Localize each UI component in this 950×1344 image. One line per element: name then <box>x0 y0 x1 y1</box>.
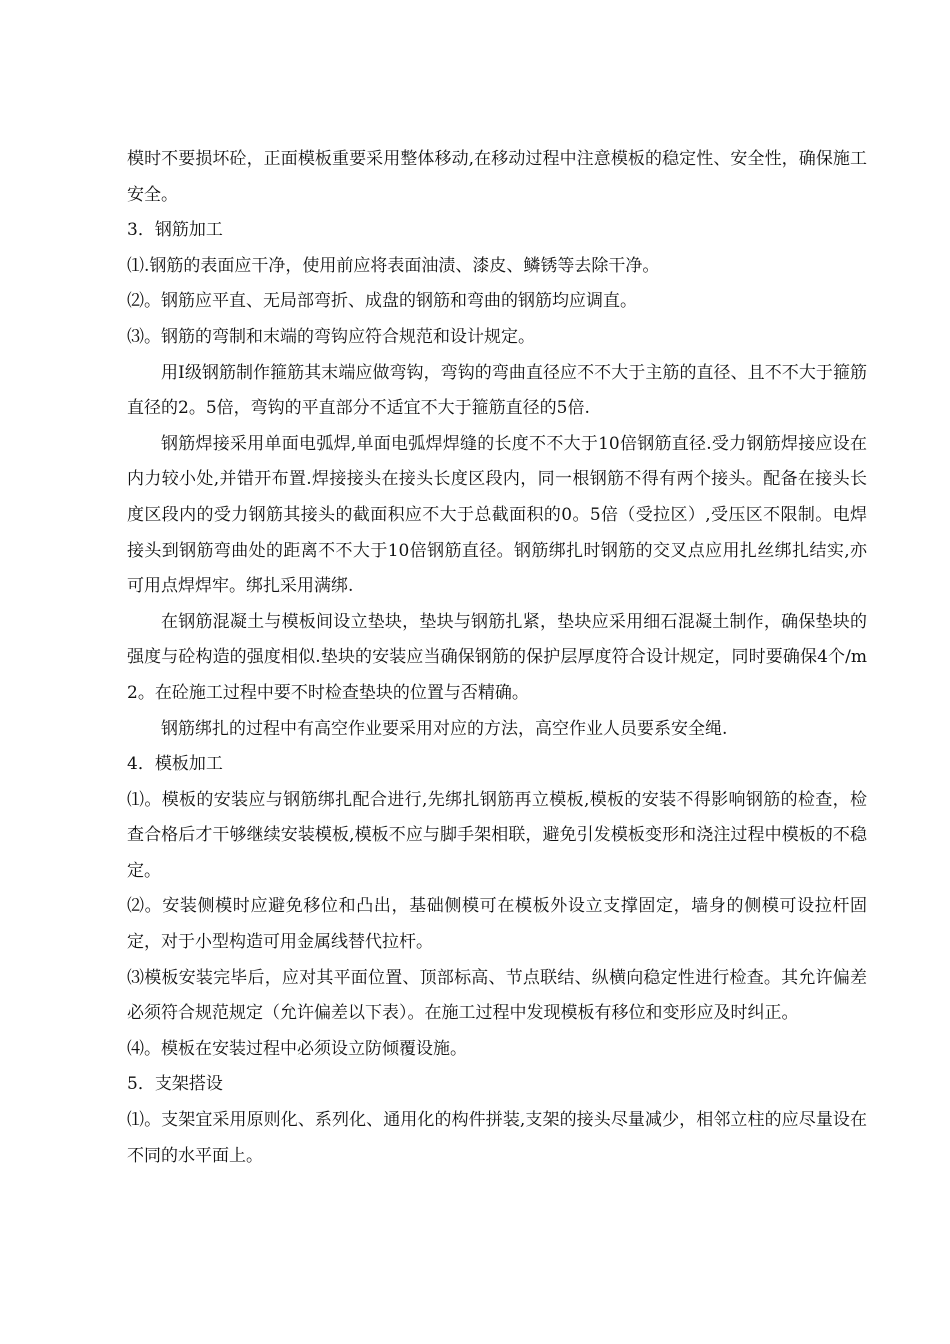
list-item-rebar-straightening: ⑵。钢筋应平直、无局部弯折、成盘的钢筋和弯曲的钢筋均应调直。 <box>127 291 637 312</box>
section-heading-rebar-processing: 3．钢筋加工 <box>127 220 223 241</box>
list-item-anti-overturning: ⑷。模板在安装过程中必须设立防倾覆设施。 <box>127 1038 467 1059</box>
list-item-side-forms: ⑵。安装侧模时应避免移位和凸出，基础侧模可在模板外设立支撑固定，墙身的侧模可设拉杆固定，对于小型构造可用金属线替代拉杆。 <box>127 896 867 953</box>
section-heading-scaffold-erection: 5．支架搭设 <box>127 1074 223 1095</box>
paragraph-continuation: 模时不要损坏砼，正面模板重要采用整体移动,在移动过程中注意模板的稳定性、安全性，确保施工安全。 <box>127 149 867 205</box>
list-item-rebar-bending: ⑶。钢筋的弯制和末端的弯钩应符合规范和设计规定。 <box>127 326 535 347</box>
section-heading-formwork-processing: 4．模板加工 <box>127 754 223 775</box>
list-item-formwork-installation: ⑴。模板的安装应与钢筋绑扎配合进行,先绑扎钢筋再立模板,模板的安装不得影响钢筋的检查，检查合格后才干够继续安装模板,模板不应与脚手架相联，避免引发模板变形和浇注过程中模板的不稳定。 <box>127 789 867 881</box>
paragraph-rebar-welding: 钢筋焊接采用单面电弧焊,单面电弧焊焊缝的长度不不大于10倍钢筋直径.受力钢筋焊接应设在内力较小处,并错开布置.焊接接头在接头长度区段内，同一根钢筋不得有两个接头。配备在接头长度区段内的受力钢筋其接头的截面积应不大于总截面积的0。5倍（受拉区）,受压区不限制。电焊接头到钢筋弯曲处的距离不不大于10倍钢筋直径。钢筋绑扎时钢筋的交叉点应用扎丝绑扎结实,亦可用点焊焊牢。绑扎采用满绑. <box>127 433 867 597</box>
paragraph-high-altitude-safety: 钢筋绑扎的过程中有高空作业要采用对应的方法，高空作业人员要系安全绳. <box>161 718 728 739</box>
list-item-rebar-surface: ⑴.钢筋的表面应干净，使用前应将表面油渍、漆皮、鳞锈等去除干净。 <box>127 255 660 276</box>
list-item-formwork-inspection: ⑶模板安装完毕后，应对其平面位置、顶部标高、节点联结、纵横向稳定性进行检查。其允许偏差必须符合规范规定（允许偏差以下表）。在施工过程中发现模板有移位和变形应及时纠正。 <box>127 967 867 1024</box>
paragraph-spacer-blocks: 在钢筋混凝土与模板间设立垫块，垫块与钢筋扎紧，垫块应采用细石混凝土制作，确保垫块的强度与砼构造的强度相似.垫块的安装应当确保钢筋的保护层厚度符合设计规定，同时要确保4个/m2。在砼施工过程中要不时检查垫块的位置与否精确。 <box>127 611 867 703</box>
document-body <box>127 142 867 1174</box>
list-item-scaffold-components: ⑴。支架宜采用原则化、系列化、通用化的构件拼装,支架的接头尽量减少，相邻立柱的应尽量设在不同的水平面上。 <box>127 1110 867 1166</box>
paragraph-stirrup-hooks: 用Ⅰ级钢筋制作箍筋其末端应做弯钩，弯钩的弯曲直径应不不大于主筋的直径、且不不大于箍筋直径的2。5倍，弯钩的平直部分不适宜不大于箍筋直径的5倍. <box>127 362 867 419</box>
